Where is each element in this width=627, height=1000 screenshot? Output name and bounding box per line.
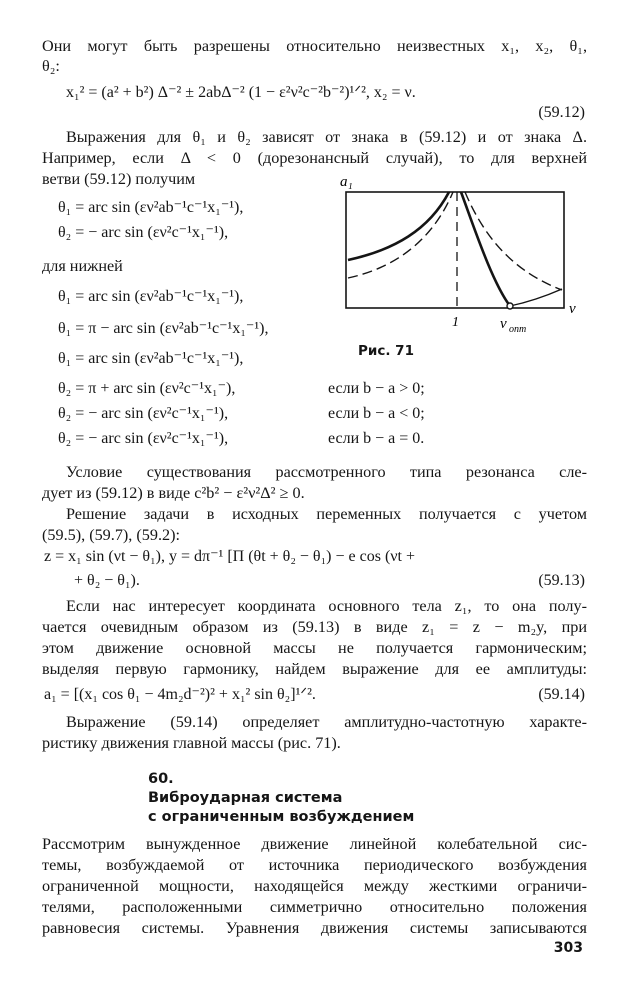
resonance-mark: 1 [452,315,459,330]
lower-branch-eq-2: θ₁ = π − arc sin (εν²ab⁻¹c⁻¹x₁⁻¹), [58,320,269,337]
equation-59-14: a₁ = [(x₁ cos θ₁ − 4m₂d⁻²)² + x₁² sin θ₂]¹ᐟ². [44,686,316,703]
lower-branch-left-curve [348,192,453,278]
para4-line-4: выделяя первую гармонику, найдем выражение для ее амплитуды: [42,660,587,678]
para5-line-2: ристику движения главной массы (рис. 71). [42,734,341,752]
para4-line-2: чается очевидным образом из (59.13) в виде z₁ = z − m₂y, при [42,618,587,636]
lower-branch-label: для нижней [42,257,123,275]
section-number: 60. [148,771,174,787]
para2-line-2: дует из (59.12) в виде c²b² − ε²ν²Δ² ≥ 0. [42,484,305,502]
figure-71-response-plot [334,172,584,342]
lower-branch-eq-5: θ₂ = − arc sin (εν²c⁻¹x₁⁻¹), [58,405,229,422]
y-axis-label: a₁ [340,174,353,190]
para1-line-1: Выражения для θ₁ и θ₂ зависят от знака в (59.12) и от знака Δ. [66,128,587,146]
condition-3: если b − a = 0. [328,430,425,447]
upper-branch-left-curve [348,192,449,260]
equation-59-13-line-2: + θ₂ − θ₁). [74,572,140,589]
page-number: 303 [553,940,583,956]
x-axis-label: ν [569,301,576,317]
para6-line-3: ограниченной мощности, находящейся между жесткими ограничи- [42,877,587,895]
lower-branch-eq-1: θ₁ = arc sin (εν²ab⁻¹c⁻¹x₁⁻¹), [58,288,244,305]
para6-line-4: телями, расположенными симметрично относительно положения [42,898,587,916]
equation-number-59-13: (59.13) [538,572,585,589]
upper-branch-eq-2: θ₂ = − arc sin (εν²c⁻¹x₁⁻¹), [58,224,229,241]
equation-59-13-line-1: z = x₁ sin (νt − θ₁), y = dπ⁻¹ [Π (θt + θ₂ − θ₁) − e cos (νt + [44,548,415,565]
optimum-mark: ν [500,316,507,332]
upper-branch-eq-1: θ₁ = arc sin (εν²ab⁻¹c⁻¹x₁⁻¹), [58,199,244,216]
para6-line-2: темы, возбуждаемой от источника периодического возбуждения [42,856,587,874]
lower-branch-eq-6: θ₂ = − arc sin (εν²c⁻¹x₁⁻¹), [58,430,229,447]
equation-59-12: x₁² = (a² + b²) Δ⁻² ± 2abΔ⁻² (1 − ε²ν²c⁻²b⁻²)¹ᐟ², x₂ = ν. [66,84,416,101]
condition-1: если b − a > 0; [328,380,425,397]
para3-line-1: Решение задачи в исходных переменных получается с учетом [66,505,587,523]
para6-line-1: Рассмотрим вынужденное движение линейной колебательной сис- [42,835,587,853]
lower-branch-eq-4: θ₂ = π + arc sin (εν²c⁻¹x₁⁻), [58,380,236,397]
para1-line-2: Например, если Δ < 0 (дорезонансный случай), то для верхней [42,149,587,167]
equation-number-59-12: (59.12) [538,104,585,121]
para5-line-1: Выражение (59.14) определяет амплитудно-частотную характе- [66,713,587,731]
section-title-line-1: Виброударная система [148,790,343,806]
equation-number-59-14: (59.14) [538,686,585,703]
tail-curve [510,289,562,306]
para4-line-3: этом движение основной массы не получается гармоническим; [42,639,587,657]
para2-line-1: Условие существования рассмотренного типа резонанса сле- [66,463,587,481]
intro-line-2: θ₂: [42,57,60,75]
para6-line-5: равновесия системы. Уравнения движения системы записываются [42,919,587,937]
section-title-line-2: с ограниченным возбуждением [148,809,415,825]
para3-line-2: (59.5), (59.7), (59.2): [42,526,181,544]
optimum-point [507,303,513,309]
lower-branch-right-curve [461,192,510,306]
figure-caption: Рис. 71 [358,343,414,359]
optimum-mark-subscript: опт [509,324,527,335]
intro-line-1: Они могут быть разрешены относительно неизвестных x₁, x₂, θ₁, [42,37,587,55]
para4-line-1: Если нас интересует координата основного тела z₁, то она полу- [66,597,587,615]
lower-branch-eq-3: θ₁ = arc sin (εν²ab⁻¹c⁻¹x₁⁻¹), [58,350,244,367]
condition-2: если b − a < 0; [328,405,425,422]
para1-line-3: ветви (59.12) получим [42,170,196,188]
